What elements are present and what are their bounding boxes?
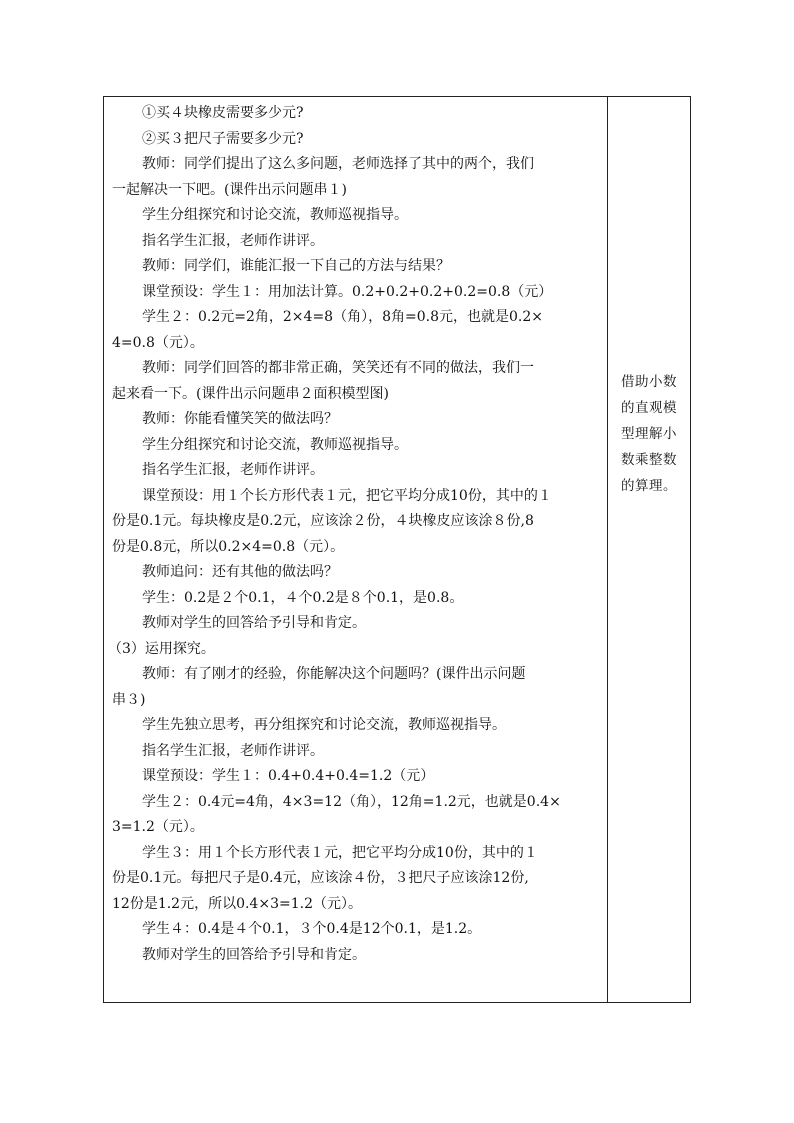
content-line: 串３) xyxy=(112,691,146,708)
content-line: 指名学生汇报，老师作讲评。 xyxy=(142,462,324,478)
content-line: 学生先独立思考，再分组探究和讨论交流，教师巡视指导。 xyxy=(142,717,506,733)
content-line: 起来看一下。(课件出示问题串２面积模型图) xyxy=(112,385,389,402)
content-line: 教师追问：还有其他的做法吗？ xyxy=(142,564,338,580)
design-intent-cell xyxy=(608,369,690,499)
content-line: 份是0.1元。每块橡皮是0.2元，应该涂２份，４块橡皮应该涂８份,8 xyxy=(112,513,534,529)
content-line: 学生：0.2是２个0.1，４个0.2是８个0.1，是0.8。 xyxy=(142,589,464,606)
content-line: 课堂预设：用１个长方形代表１元，把它平均分成10份，其中的１ xyxy=(142,487,552,504)
content-line: 指名学生汇报，老师作讲评。 xyxy=(142,742,324,759)
content-line: 份是0.8元，所以0.2×4=0.8（元）。 xyxy=(112,538,345,555)
content-line: ②买３把尺子需要多少元? xyxy=(142,130,304,147)
content-line: 课堂预设：学生１：0.4+0.4+0.4=1.2（元） xyxy=(142,768,435,784)
content-line: 教师对学生的回答给予引导和肯定。 xyxy=(142,615,366,631)
content-line: 课堂预设：学生１：用加法计算。0.2+0.2+0.2+0.2=0.8（元） xyxy=(142,283,553,300)
side-note-line: 的直观模 xyxy=(621,400,677,416)
content-line: 学生２：0.4元=4角，4×3=12（角），12角=1.2元，也就是0.4× xyxy=(142,793,561,810)
content-line: 3=1.2（元）。 xyxy=(112,819,204,835)
content-line: 份是0.1元。每把尺子是0.4元，应该涂４份，３把尺子应该涂12份, xyxy=(112,870,529,886)
content-line: 4=0.8（元）。 xyxy=(112,334,204,351)
lesson-content-cell xyxy=(104,101,607,968)
content-line: 教师：同学们，谁能汇报一下自己的方法与结果？ xyxy=(142,258,450,274)
content-line: 教师：你能看懂笑笑的做法吗？ xyxy=(142,411,338,427)
content-line: 学生３：用１个长方形代表１元，把它平均分成10份，其中的１ xyxy=(142,844,538,861)
side-note-line: 的算理。 xyxy=(621,478,677,494)
content-line: 指名学生汇报，老师作讲评。 xyxy=(142,232,324,249)
content-line: 教师：有了刚才的经验，你能解决这个问题吗？(课件出示问题 xyxy=(142,666,526,682)
content-line: 学生分组探究和讨论交流，教师巡视指导。 xyxy=(142,207,408,223)
content-line: 教师：同学们提出了这么多问题，老师选择了其中的两个，我们 xyxy=(142,156,534,172)
content-line: 教师：同学们回答的都非常正确，笑笑还有不同的做法，我们一 xyxy=(142,360,534,376)
side-note-line: 型理解小 xyxy=(621,426,677,442)
content-line: 学生４：0.4是４个0.1，３个0.4是12个0.1，是1.2。 xyxy=(142,921,482,937)
content-line: ①买４块橡皮需要多少元? xyxy=(142,105,304,121)
content-line: 学生２：0.2元=2角，2×4=8（角），8角=0.8元，也就是0.2× xyxy=(142,309,543,325)
side-note-line: 数乘整数 xyxy=(621,452,677,468)
column-divider xyxy=(607,97,608,1002)
content-line: 教师对学生的回答给予引导和肯定。 xyxy=(142,946,366,963)
content-line: 学生分组探究和讨论交流，教师巡视指导。 xyxy=(142,436,408,453)
content-line: 12份是1.2元，所以0.4×3=1.2（元）。 xyxy=(112,895,362,912)
side-note-line: 借助小数 xyxy=(621,374,677,390)
content-line: （3）运用探究。 xyxy=(108,640,215,657)
content-line: 一起解决一下吧。(课件出示问题串１) xyxy=(112,181,347,198)
lesson-table xyxy=(103,96,691,1003)
